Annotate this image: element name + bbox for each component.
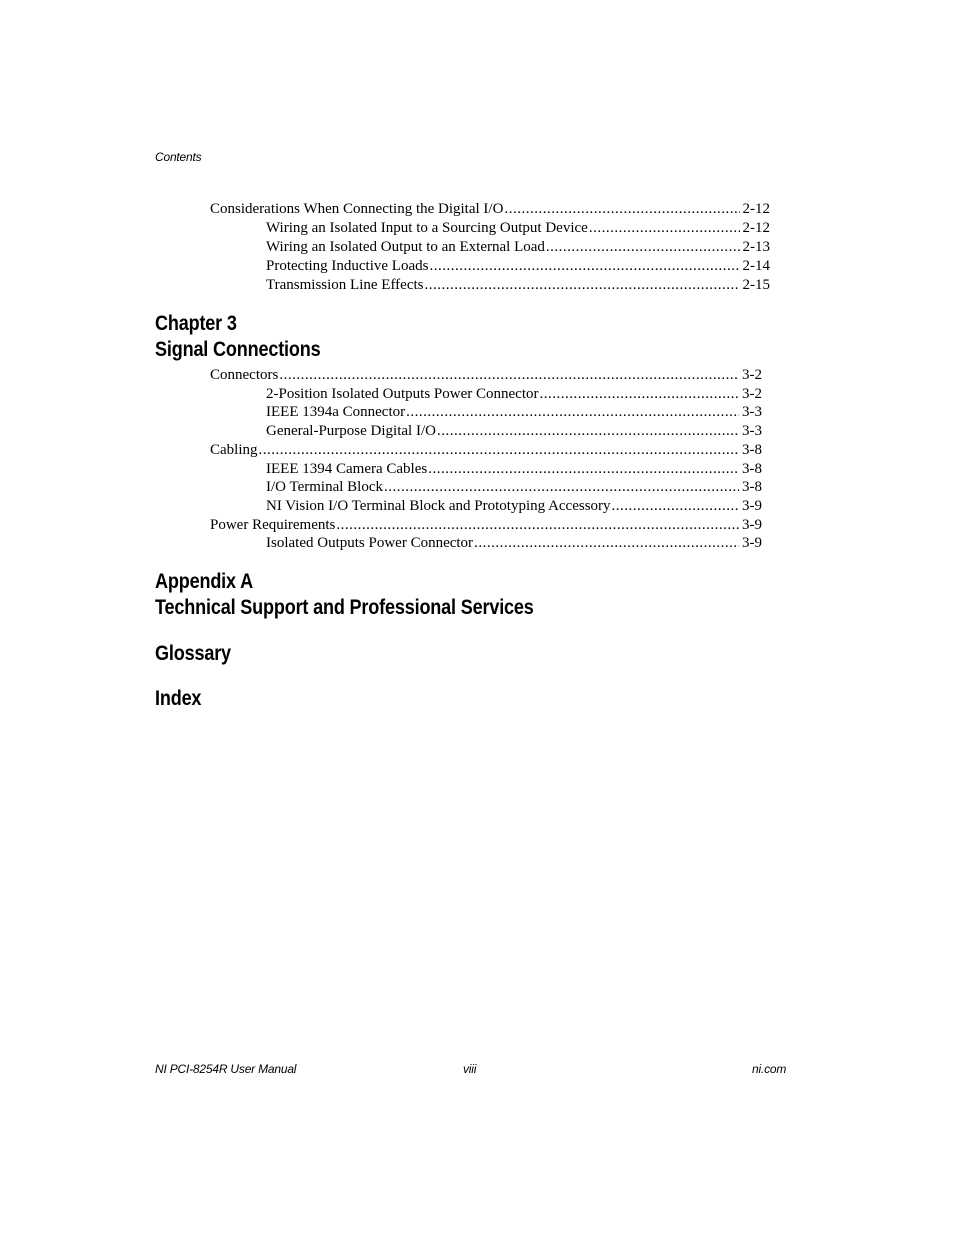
footer-website[interactable]: ni.com bbox=[752, 1062, 787, 1076]
toc-entry-title: Considerations When Connecting the Digital I/O bbox=[210, 201, 504, 217]
toc-entry[interactable] bbox=[266, 534, 762, 553]
chapter-label[interactable]: Chapter 3 bbox=[155, 312, 237, 335]
appendix-label[interactable]: Appendix A bbox=[155, 570, 253, 593]
toc-entry[interactable] bbox=[266, 385, 762, 404]
toc-entry[interactable] bbox=[266, 422, 762, 441]
toc-entry[interactable] bbox=[266, 403, 762, 422]
dot-leader bbox=[546, 238, 740, 257]
dot-leader bbox=[429, 257, 739, 276]
toc-entry-title: NI Vision I/O Terminal Block and Prototyping Accessory bbox=[266, 498, 611, 514]
toc-entry[interactable] bbox=[266, 276, 770, 295]
toc-entry-page: 2-14 bbox=[742, 258, 770, 274]
toc-entry[interactable] bbox=[266, 460, 762, 479]
toc-entry-title: Wiring an Isolated Input to a Sourcing Output Device bbox=[266, 220, 588, 236]
toc-entry-title: 2-Position Isolated Outputs Power Connector bbox=[266, 386, 539, 402]
toc-entry-page: 3-2 bbox=[742, 386, 762, 402]
toc-entry-page: 3-9 bbox=[742, 535, 762, 551]
toc-entry-title: I/O Terminal Block bbox=[266, 479, 383, 495]
dot-leader bbox=[437, 422, 739, 441]
dot-leader bbox=[384, 478, 739, 497]
toc-entry-title: Wiring an Isolated Output to an External Load bbox=[266, 239, 545, 255]
toc-entry-page: 3-8 bbox=[742, 442, 762, 458]
toc-entry-page: 3-3 bbox=[742, 404, 762, 420]
glossary-heading[interactable]: Glossary bbox=[155, 642, 231, 665]
dot-leader bbox=[425, 276, 740, 295]
dot-leader bbox=[428, 460, 739, 479]
toc-entry-title: Connectors bbox=[210, 367, 279, 383]
toc-entry-title: Protecting Inductive Loads bbox=[266, 258, 429, 274]
chapter-title[interactable]: Signal Connections bbox=[155, 338, 321, 361]
toc-entry[interactable] bbox=[210, 516, 762, 535]
dot-leader bbox=[612, 497, 739, 516]
toc-entry-title: General-Purpose Digital I/O bbox=[266, 423, 436, 439]
toc-entry-page: 3-9 bbox=[742, 498, 762, 514]
toc-entry-page: 3-8 bbox=[742, 461, 762, 477]
toc-entry[interactable] bbox=[266, 238, 770, 257]
dot-leader bbox=[279, 366, 739, 385]
dot-leader bbox=[589, 219, 740, 238]
toc-entry[interactable] bbox=[266, 478, 762, 497]
toc-entry-title: Transmission Line Effects bbox=[266, 277, 424, 293]
toc-entry[interactable] bbox=[210, 441, 762, 460]
index-heading[interactable]: Index bbox=[155, 687, 202, 710]
toc-entry-page: 2-15 bbox=[742, 277, 770, 293]
toc-entry[interactable] bbox=[210, 200, 770, 219]
dot-leader bbox=[336, 516, 739, 535]
toc-entry-title: Power Requirements bbox=[210, 517, 336, 533]
toc-entry-page: 3-9 bbox=[742, 517, 762, 533]
footer-page-number: viii bbox=[463, 1062, 477, 1076]
dot-leader bbox=[406, 403, 739, 422]
toc-entry-page: 3-8 bbox=[742, 479, 762, 495]
toc-entry-page: 2-12 bbox=[742, 220, 770, 236]
appendix-title[interactable]: Technical Support and Professional Services bbox=[155, 596, 534, 619]
toc-entry-page: 3-3 bbox=[742, 423, 762, 439]
toc-entry-title: Cabling bbox=[210, 442, 258, 458]
toc-entry-title: IEEE 1394 Camera Cables bbox=[266, 461, 428, 477]
toc-entry[interactable] bbox=[266, 219, 770, 238]
dot-leader bbox=[539, 385, 739, 404]
toc-entry-page: 2-12 bbox=[742, 201, 770, 217]
running-header: Contents bbox=[155, 150, 202, 164]
dot-leader bbox=[504, 200, 739, 219]
toc-entry-page: 2-13 bbox=[742, 239, 770, 255]
toc-entry[interactable] bbox=[266, 497, 762, 516]
toc-entry-page: 3-2 bbox=[742, 367, 762, 383]
toc-entry-title: Isolated Outputs Power Connector bbox=[266, 535, 474, 551]
footer-manual-title: NI PCI-8254R User Manual bbox=[155, 1062, 297, 1076]
dot-leader bbox=[474, 534, 739, 553]
toc-entry[interactable] bbox=[266, 257, 770, 276]
toc-entry[interactable] bbox=[210, 366, 762, 385]
toc-entry-title: IEEE 1394a Connector bbox=[266, 404, 406, 420]
dot-leader bbox=[259, 441, 740, 460]
